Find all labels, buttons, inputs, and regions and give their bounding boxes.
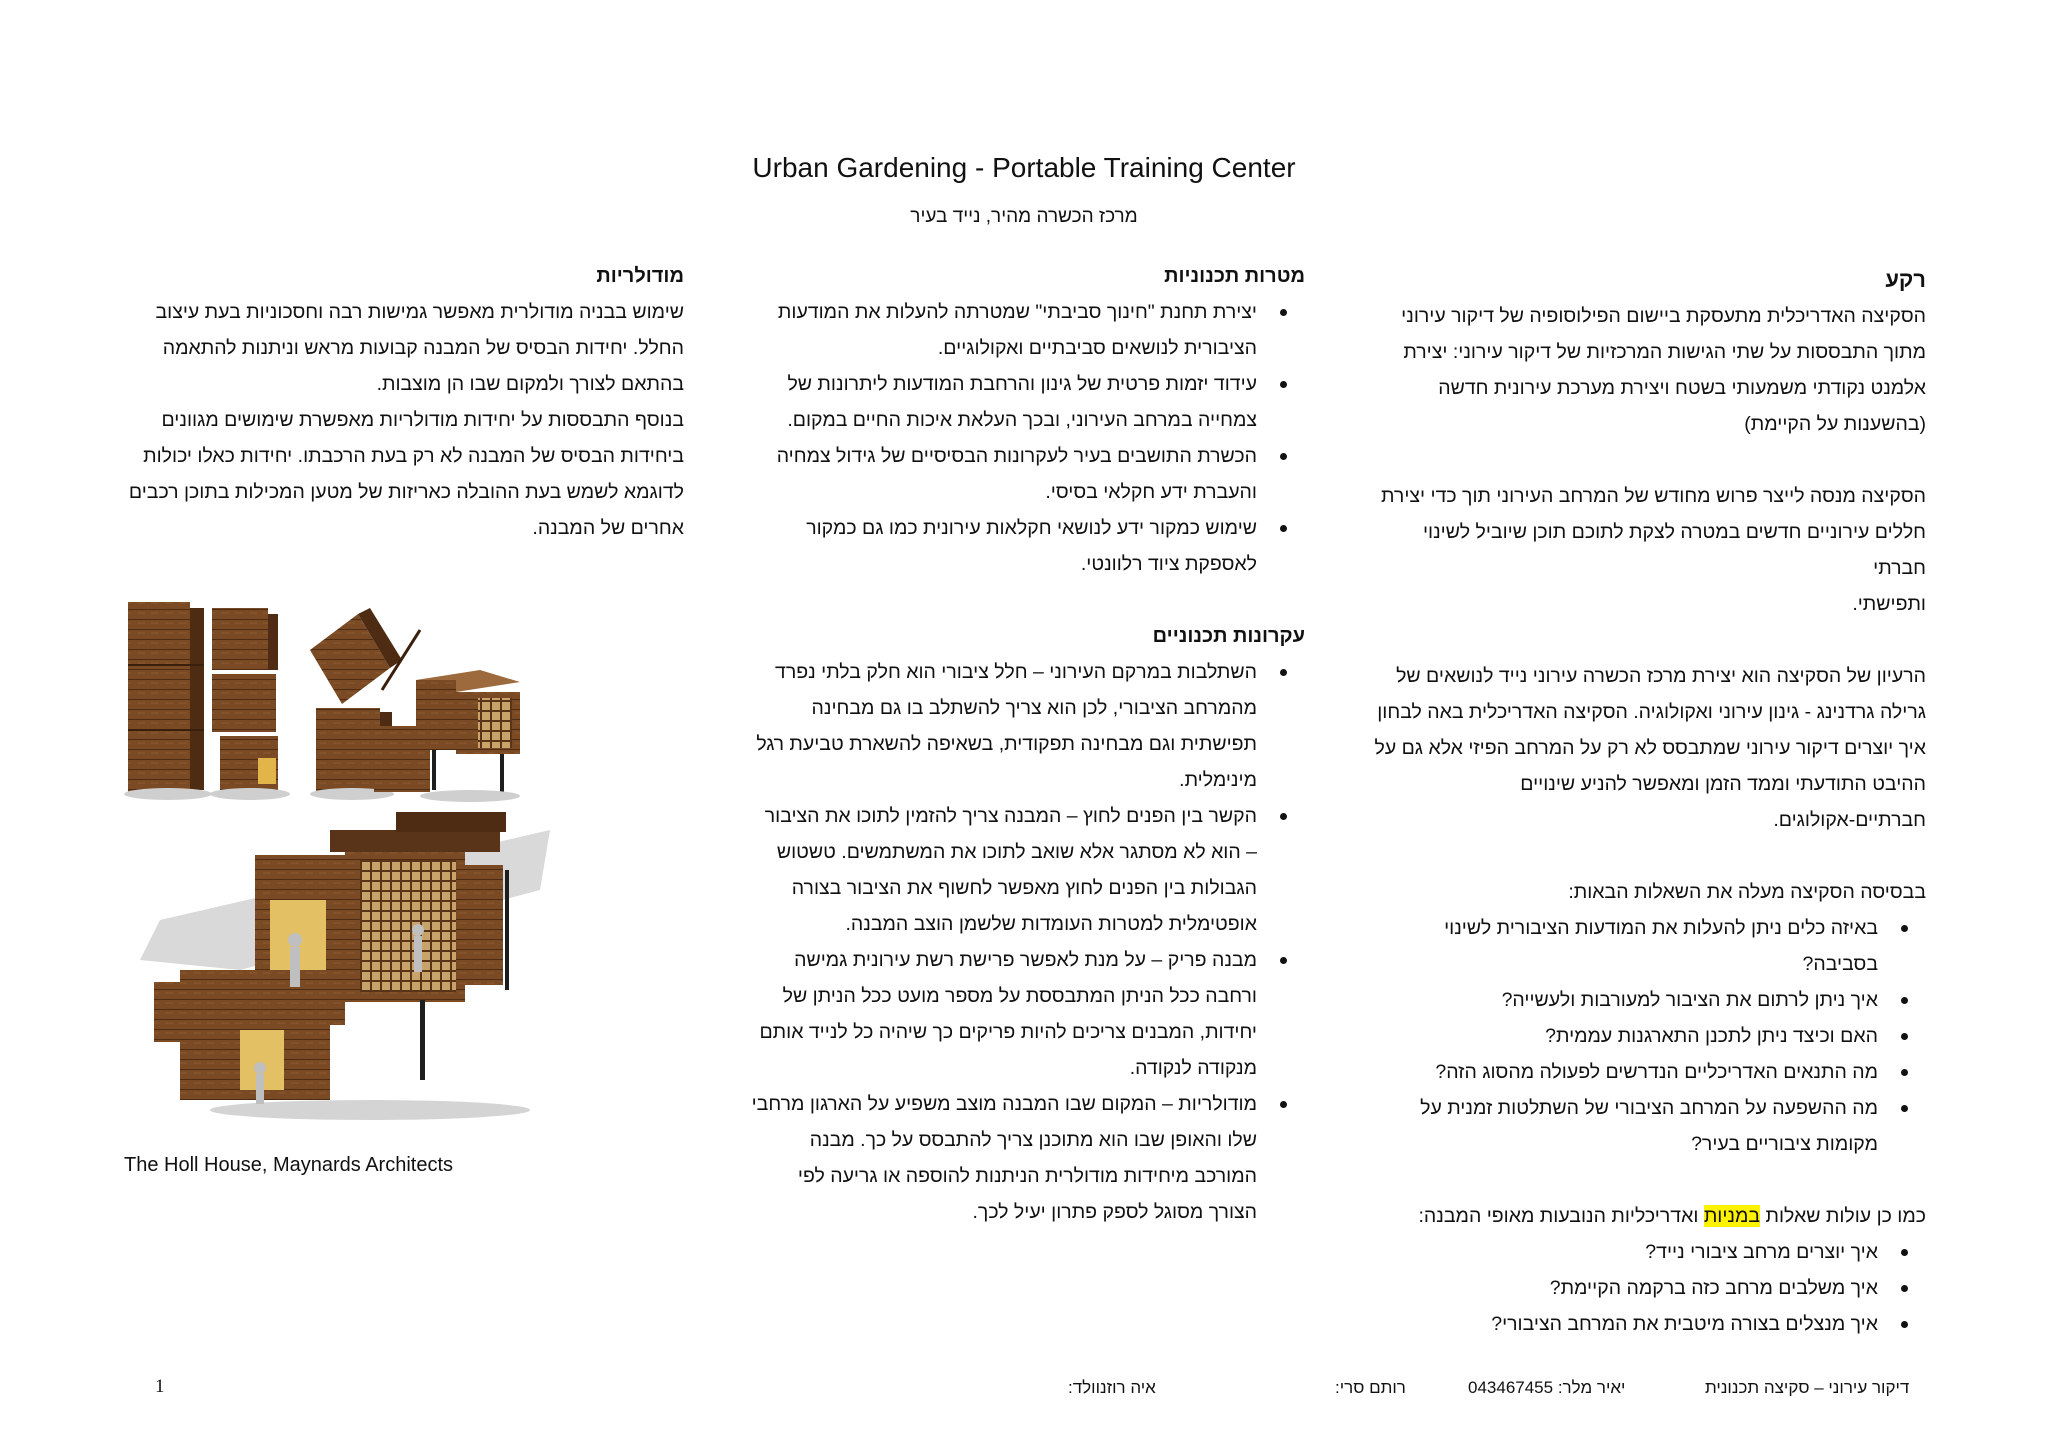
- list-item: איך יוצרים מרחב ציבורי נייד?: [1370, 1234, 1878, 1270]
- text-span: כמו כן עולות שאלות: [1760, 1205, 1926, 1227]
- text-line: מינימלית.: [1179, 769, 1257, 791]
- paragraph-gap: [1370, 1162, 1926, 1198]
- text-line: אחרים של המבנה.: [532, 517, 684, 539]
- footer-author-1: יאיר מלר: 043467455: [1468, 1378, 1626, 1397]
- text-line: החלל. יחידות הבסיס של המבנה קבועות מראש וניתנות להתאמה: [162, 337, 684, 359]
- list-item: [740, 438, 1257, 510]
- text-line: מבנה פריק – על מנת לאפשר פרישת רשת עירונית גמישה: [794, 949, 1257, 971]
- page-number: 1: [155, 1376, 165, 1397]
- list-item: [740, 654, 1257, 798]
- footer-author-3: איה רוזנוולד:: [1068, 1378, 1156, 1397]
- module-unfolding: [210, 608, 290, 800]
- text-line: הסקיצה האדריכלית מתעסקת ביישום הפילוסופיה של דיקור עירוני: [1401, 305, 1926, 327]
- list-item: [1370, 1090, 1878, 1162]
- page-subtitle: מרכז הכשרה מהיר, נייד בעיר: [910, 206, 1138, 227]
- arch-questions-intro: [1370, 1198, 1926, 1234]
- list-item: [1370, 910, 1878, 982]
- text-line: איך ניתן לרתום את הציבור למעורבות ולעשייה?: [1501, 989, 1878, 1011]
- text-line: גרילה גרדנינג - גינון עירוני ואקולוגיה. הסקיצה האדריכלית באה לבחון: [1377, 701, 1926, 723]
- text-line: בסביבה?: [1802, 953, 1878, 975]
- footer-author-2: רותם סרי:: [1335, 1378, 1406, 1397]
- figure-caption: The Holl House, Maynards Architects: [124, 1154, 454, 1176]
- paragraph-gap: [740, 582, 1305, 618]
- text-line: אלמנט נקודתי משמעותי בשטח ויצירת מערכת עירונית חדשה: [1438, 377, 1926, 399]
- text-line: שלו והאופן שבו הוא מתוכנן צריך להתבסס על כך. מבנה: [809, 1129, 1257, 1151]
- modularity-column: [128, 258, 684, 546]
- list-item: [1370, 982, 1878, 1018]
- text-line: מתוך התבססות על שתי הגישות המרכזיות של דיקור עירוני: יצירת: [1403, 341, 1926, 363]
- text-line: ורחבה ככל הניתן המתבססת על מספר מועט ככל הניתן של: [782, 985, 1257, 1007]
- list-item: [740, 798, 1257, 942]
- module-raised: [374, 670, 520, 802]
- text-line: הסקיצה מנסה לייצר פרוש מחודש של המרחב העירוני תוך כדי יצירת: [1381, 485, 1926, 507]
- text-line: צמחייה במרחב העירוני, ובכך העלאת איכות החיים במקום.: [787, 409, 1257, 431]
- text-line: תפישתית וגם מבחינה תפקודית, בשאיפה להשארת טביעת רגל: [756, 733, 1257, 755]
- footer-course: דיקור עירוני – סקיצה תכנונית: [1705, 1378, 1910, 1397]
- text-line: ההיבט התודעתי וממד הזמן ומאפשר להניע שינויים חברתיים-אקולוגים.: [1520, 773, 1926, 831]
- text-line: – הוא לא מסתגר אלא שואב לתוכו את המשתמשים. טשטוש: [776, 841, 1257, 863]
- planning-column: [740, 258, 1305, 1230]
- text-line: (בהשענות על הקיימת): [1744, 413, 1926, 435]
- goals-list: [740, 294, 1305, 582]
- text-line: הרעיון של הסקיצה הוא יצירת מרכז הכשרה עירוני נייד לנושאים של: [1396, 665, 1926, 687]
- background-column: [1370, 262, 1926, 1342]
- module-tower: [124, 602, 212, 800]
- list-item: [740, 294, 1257, 366]
- text-line: ותפישתי.: [1852, 593, 1926, 615]
- text-line: שימוש כמקור ידע לנושאי חקלאות עירונית כמו גם כמקור: [806, 517, 1257, 539]
- list-item: איך משלבים מרחב כזה ברקמה הקיימת?: [1370, 1270, 1878, 1306]
- list-item: [740, 510, 1257, 582]
- text-line: באיזה כלים ניתן להעלות את המודעות הציבורית לשינוי: [1444, 917, 1878, 939]
- text-line: הגבולות בין הפנים לחוץ מאפשר לחשוף את הציבור בצורה: [791, 877, 1257, 899]
- arch-questions-list: [1370, 1234, 1926, 1342]
- list-item: [740, 366, 1257, 438]
- list-item: [1370, 1018, 1878, 1054]
- text-line: יצירת תחנת "חינוך סביבתי" שמטרתה להעלות את המודעות: [777, 301, 1257, 323]
- text-line: מנקודה לנקודה.: [1129, 1057, 1257, 1079]
- text-line: בהתאם לצורך ולמקום שבו הן מוצבות.: [376, 373, 684, 395]
- list-item: [1370, 1054, 1878, 1090]
- text-line: חללים עירוניים חדשים במטרה לצקת לתוכם תוכן שיוביל לשינוי חברתי: [1422, 521, 1926, 579]
- text-line: והעברת ידע חקלאי בסיסי.: [1045, 481, 1257, 503]
- text-line: איך יוצרים דיקור עירוני שמתבסס לא רק על המרחב הפיזי אלא גם על: [1374, 737, 1926, 759]
- paragraph-gap: [1370, 442, 1926, 478]
- text-line: מקומות ציבוריים בעיר?: [1691, 1133, 1878, 1155]
- list-item: [740, 1086, 1257, 1230]
- paragraph-gap: [1370, 622, 1926, 658]
- background-para-1: [1370, 298, 1926, 442]
- text-line: עידוד יזמות פרטית של גינון והרחבת המודעות ליתרונות של: [787, 373, 1257, 395]
- background-heading: רקע: [1885, 267, 1926, 292]
- paragraph-gap: [1370, 838, 1926, 874]
- modularity-heading: מודולריות: [596, 265, 684, 287]
- highlighted-word: במניות: [1703, 1205, 1761, 1227]
- text-line: הכשרת התושבים בעיר לעקרונות הבסיסיים של גידול צמחיה: [776, 445, 1257, 467]
- text-line: הציבורית לנושאים סביבתיים ואקולוגיים.: [937, 337, 1257, 359]
- text-line: המורכב מיחידות מודולרית הניתנות להוספה או גריעה לפי: [797, 1165, 1257, 1187]
- text-line: לאספקת ציוד רלוונטי.: [1080, 553, 1257, 575]
- architecture-illustration: [120, 590, 690, 1150]
- text-line: אופטימלית למטרות העומדות שלשמן הוצב המבנה.: [845, 913, 1257, 935]
- background-para-2: [1370, 478, 1926, 622]
- module-assembled: [140, 812, 550, 1120]
- text-span: ואדריכליות הנובעות מאופי המבנה:: [1418, 1205, 1704, 1227]
- text-line: לדוגמא לשמש בעת ההובלה כאריזות של מטען המכילות בתוכן רכבים: [128, 481, 684, 503]
- questions-list: [1370, 910, 1926, 1162]
- list-item: [740, 942, 1257, 1086]
- text-line: יחידות, המבנים צריכים להיות פריקים כך שיהיה כל לנייד אותם: [759, 1021, 1257, 1043]
- text-line: שימוש בבניה מודולרית מאפשר גמישות רבה וחסכוניות בעת עיצוב: [155, 301, 684, 323]
- text-line: הצורך מסוגל לספק פתרון יעיל לכך.: [972, 1201, 1257, 1223]
- list-item: איך מנצלים בצורה מיטבית את המרחב הציבורי?: [1370, 1306, 1878, 1342]
- text-line: מהמרחב הציבורי, לכן הוא צריך להשתלב בו גם מבחינה: [811, 697, 1257, 719]
- text-line: ביחידות הבסיס של המבנה לא רק בעת הרכבתו. יחידות כאלו יכולות: [143, 445, 684, 467]
- page-title: Urban Gardening - Portable Training Center: [752, 152, 1296, 183]
- text-line: מה ההשפעה על המרחב הציבורי של השתלטות זמנית על: [1420, 1097, 1878, 1119]
- text-line: האם וכיצד ניתן לתכנן התארגנות עממית?: [1545, 1025, 1878, 1047]
- goals-heading: מטרות תכנוניות: [1164, 265, 1305, 287]
- principles-heading: עקרונות תכנוניים: [1152, 625, 1305, 647]
- text-line: מה התנאים האדריכליים הנדרשים לפעולה מהסוג הזה?: [1435, 1061, 1878, 1083]
- text-line: מודולריות – המקום שבו המבנה מוצב משפיע על הארגון מרחבי: [751, 1093, 1257, 1115]
- background-para-3: [1370, 658, 1926, 838]
- text-line: השתלבות במרקם העירוני – חלל ציבורי הוא חלק בלתי נפרד: [775, 661, 1257, 683]
- text-line: הקשר בין הפנים לחוץ – המבנה צריך להזמין לתוכו את הציבור: [764, 805, 1257, 827]
- principles-list: [740, 654, 1305, 1230]
- text-line: בנוסף התבססות על יחידות מודולריות מאפשרת שימושים מגוונים: [161, 409, 684, 431]
- questions-intro: בבסיסה הסקיצה מעלה את השאלות הבאות:: [1568, 881, 1926, 903]
